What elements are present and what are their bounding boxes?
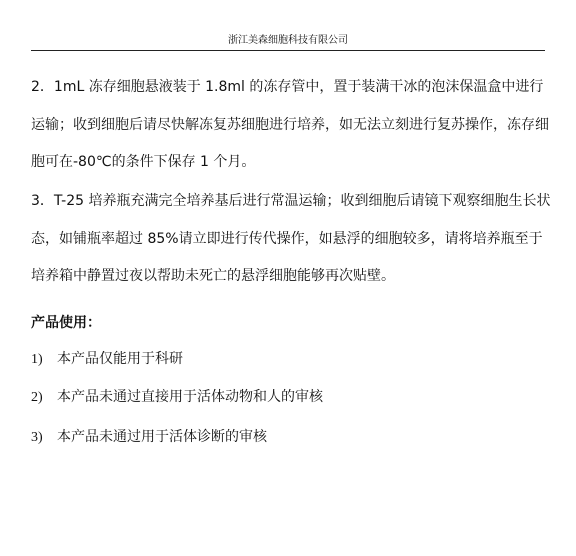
- list-item-text: 本产品未通过用于活体诊断的审核: [57, 429, 267, 445]
- list-item-number: 3): [31, 430, 43, 445]
- transport-paragraph-frozen: 2．1mL 冻存细胞悬液装于 1.8ml 的冻存管中，置于装满干冰的泡沫保温盒中进行运输；收到细胞后请尽快解冻复苏细胞进行培养，如无法立刻进行复苏操作，冻存细胞可在-80℃的条件下保存 1 个月。: [31, 79, 549, 170]
- list-item: [31, 349, 183, 370]
- list-item: [31, 427, 267, 448]
- list-item-number: 2): [31, 390, 43, 405]
- section-title-product-usage: 产品使用：: [31, 315, 101, 331]
- list-item-number: 1): [31, 352, 43, 367]
- list-item-text: 本产品未通过直接用于活体动物和人的审核: [57, 389, 323, 405]
- page-header-company-name: 浙江美森细胞科技有限公司: [31, 34, 545, 51]
- transport-paragraph-t25: 3．T-25 培养瓶充满完全培养基后进行常温运输；收到细胞后请镜下观察细胞生长状态，如铺瓶率超过 85%请立即进行传代操作，如悬浮的细胞较多，请将培养瓶至于培养箱中静置过夜以帮助未死亡的悬浮细胞能够再次贴壁。: [31, 193, 551, 284]
- list-item: [31, 387, 323, 408]
- list-item-text: 本产品仅能用于科研: [57, 351, 183, 367]
